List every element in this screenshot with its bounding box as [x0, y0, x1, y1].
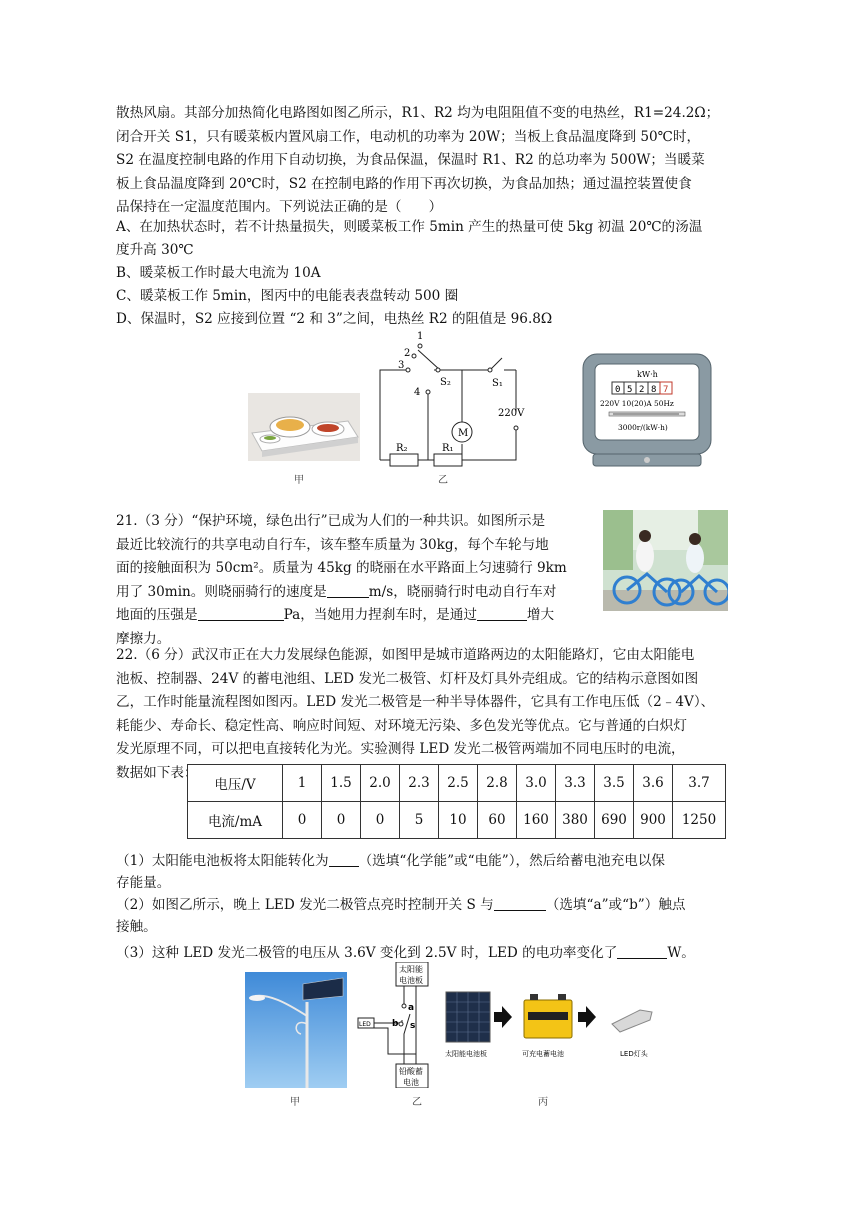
table-cell: 3.0 [517, 765, 556, 802]
q22-subquestions [116, 850, 750, 964]
node-1-label: 1 [417, 331, 424, 342]
q21-line: 面的接触面积为 50cm²。质量为 45kg 的晓丽在水平路面上匀速骑行 9km [116, 560, 567, 576]
sub2-text: （选填“a”或“b”）触点 [545, 897, 686, 913]
contact-blank[interactable] [494, 896, 546, 911]
q21-line: 摩擦力。 [116, 630, 171, 647]
table-cell: 5 [400, 802, 439, 839]
flow-led-head-label: LED灯头 [620, 1050, 648, 1058]
contact-b-label: b [392, 1019, 399, 1029]
sub3-text: （3）这种 LED 发光二极管的电压从 3.6V 变化到 2.5V 时，LED 的电功率变化了 [116, 945, 618, 961]
row-header-voltage: 电压/V [188, 765, 283, 802]
sub1-text: 存能量。 [116, 875, 171, 891]
led-label: LED [359, 1021, 371, 1028]
option-c: C、暖菜板工作 5min，图丙中的电能表表盘转动 500 圈 [116, 288, 459, 304]
meter-digit: 8 [651, 385, 657, 395]
q21-line: 增大 [526, 607, 555, 623]
switch-s-label: s [410, 1021, 416, 1031]
meter-spec: 220V 10(20)A 50Hz [600, 399, 674, 408]
q22-line: 池板、控制器、24V 的蓄电池组、LED 发光二极管、灯杆及灯具外壳组成。它的结构示意图如图 [116, 670, 699, 687]
sub1-text: （1）太阳能电池板将太阳能转化为 [116, 853, 329, 869]
node-2-label: 2 [404, 348, 411, 359]
q20-line: 闭合开关 S1，只有暖菜板内置风扇工作，电动机的功率为 20W；当板上食品温度降到 50℃时， [116, 128, 701, 145]
s1-label: S₁ [492, 378, 503, 389]
fig-jia-label-2: 甲 [290, 1097, 300, 1108]
option-d: D、保温时，S2 应接到位置 “2 和 3”之间，电热丝 R2 的阻值是 96.8Ω [116, 311, 553, 327]
flow-solar-panel-label: 太阳能电池板 [445, 1050, 487, 1058]
table-cell: 3.6 [634, 765, 673, 802]
q22-line: 发光原理不同，可以把电直接转化为光。实验测得 LED 发光二极管两端加不同电压时的电流， [116, 741, 685, 757]
fig-yi-label: 乙 [438, 475, 448, 486]
node-4-label: 4 [414, 387, 421, 398]
row-header-current: 电流/mA [188, 802, 283, 839]
table-cell: 1.5 [322, 765, 361, 802]
option-b: B、暖菜板工作时最大电流为 10A [116, 265, 321, 281]
table-cell: 2.3 [400, 765, 439, 802]
voltage-label: 220V [498, 408, 525, 419]
heater-circuit-diagram [374, 330, 534, 470]
solar-control-circuit [354, 962, 444, 1088]
sub1-text: （选填“化学能”或“电能”），然后给蓄电池充电以保 [358, 853, 666, 869]
q20-line: 散热风扇。其部分加热简化电路图如图乙所示，R1、R2 均为电阻阻值不变的电热丝，R1=24.2Ω； [116, 105, 720, 121]
sub2-text: （2）如图乙所示，晚上 LED 发光二极管点亮时控制开关 S 与 [116, 897, 494, 913]
q22-line: 乙，工作时能量流程图如图丙。LED 发光二极管是一种半导体器件，它具有工作电压低（2﹣4V）、 [116, 694, 715, 710]
q21-line: 21.（3 分）“保护环境，绿色出行”已成为人们的一种共识。如图所示是 [116, 513, 546, 529]
table-cell: 3.5 [595, 765, 634, 802]
s2-label: S₂ [440, 377, 451, 388]
sub2-text: 接触。 [116, 919, 157, 935]
food-warmer-photo [248, 393, 360, 461]
solar-panel-label: 太阳能 [399, 965, 423, 974]
meter-digit: 0 [615, 385, 621, 395]
table-cell: 1 [283, 765, 322, 802]
q21-stem [116, 510, 600, 651]
sub3-text: W。 [667, 945, 695, 961]
meter-digit: 2 [639, 385, 645, 395]
solar-panel-label: 电池板 [399, 976, 423, 985]
table-cell: 60 [478, 802, 517, 839]
meter-rate: 3000r/(kW·h) [618, 423, 668, 432]
q21-line: 地面的压强是 [116, 607, 198, 623]
table-cell: 380 [556, 802, 595, 839]
q21-line: Pa，当她用力捏刹车时，是通过 [283, 607, 477, 623]
q20-stem [116, 102, 750, 220]
table-cell: 0 [361, 802, 400, 839]
shared-bike-photo [603, 510, 728, 611]
flow-battery-label: 可充电蓄电池 [522, 1050, 564, 1058]
pressure-blank[interactable] [198, 606, 284, 621]
meter-unit: kW·h [637, 370, 658, 379]
table-cell: 2.5 [439, 765, 478, 802]
battery-label: 电池 [403, 1078, 419, 1087]
option-a: A、在加热状态时，若不计热量损失，则暖菜板工作 5min 产生的热量可使 5kg 初温 20℃的汤温 [116, 219, 703, 235]
energy-form-blank[interactable] [329, 852, 359, 867]
table-cell: 690 [595, 802, 634, 839]
table-row [188, 765, 726, 802]
electricity-meter [579, 352, 715, 470]
q21-line: 最近比较流行的共享电动自行车，该车整车质量为 30kg，每个车轮与地 [116, 536, 549, 553]
contact-a-label: a [408, 1003, 415, 1013]
table-row [188, 802, 726, 839]
q20-options [116, 216, 750, 331]
q22-line: 22.（6 分）武汉市正在大力发展绿色能源，如图甲是城市道路两边的太阳能路灯，它由太阳能电 [116, 647, 695, 663]
friction-method-blank[interactable] [477, 606, 527, 621]
table-cell: 2.0 [361, 765, 400, 802]
speed-blank[interactable] [327, 583, 369, 598]
q21-line: m/s，晓丽骑行时电动自行车对 [368, 583, 557, 600]
table-cell: 3.7 [673, 765, 726, 802]
table-cell: 0 [322, 802, 361, 839]
fig-yi-label-2: 乙 [412, 1097, 422, 1108]
q20-line: 板上食品温度降到 20℃时，S2 在控制电路的作用下再次切换，为食品加热；通过温控装置使食 [116, 175, 692, 192]
r1-label: R₁ [442, 443, 454, 454]
table-cell: 10 [439, 802, 478, 839]
led-voltage-current-table [187, 764, 726, 839]
solar-street-lamp-photo [245, 972, 347, 1088]
table-cell: 900 [634, 802, 673, 839]
q22-line: 耗能少、寿命长、稳定性高、响应时间短、对环境无污染、多色发光等优点。它与普通的白炽灯 [116, 717, 687, 734]
meter-digit: 5 [627, 385, 633, 395]
r2-label: R₂ [396, 443, 408, 454]
energy-flow-diagram [444, 988, 684, 1060]
option-a-cont: 度升高 30℃ [116, 242, 194, 258]
motor-label: M [458, 428, 469, 439]
power-change-blank[interactable] [617, 944, 667, 959]
fig-jia-label: 甲 [294, 475, 304, 486]
table-cell: 2.8 [478, 765, 517, 802]
fig-bing-label: 丙 [538, 1097, 548, 1108]
table-cell: 1250 [673, 802, 726, 839]
table-cell: 0 [283, 802, 322, 839]
q20-line: S2 在温度控制电路的作用下自动切换，为食品保温，保温时 R1、R2 的总功率为 500W；当暖菜 [116, 152, 705, 168]
q20-line: 品保持在一定温度范围内。下列说法正确的是（ ） [116, 199, 443, 215]
q22-line: 数据如下表： [116, 764, 198, 781]
meter-digit-decimal: 7 [663, 385, 669, 395]
q21-line: 用了 30min。则晓丽骑行的速度是 [116, 583, 327, 600]
node-3-label: 3 [398, 360, 405, 371]
table-cell: 160 [517, 802, 556, 839]
battery-label: 铅酸蓄 [399, 1067, 423, 1076]
table-cell: 3.3 [556, 765, 595, 802]
